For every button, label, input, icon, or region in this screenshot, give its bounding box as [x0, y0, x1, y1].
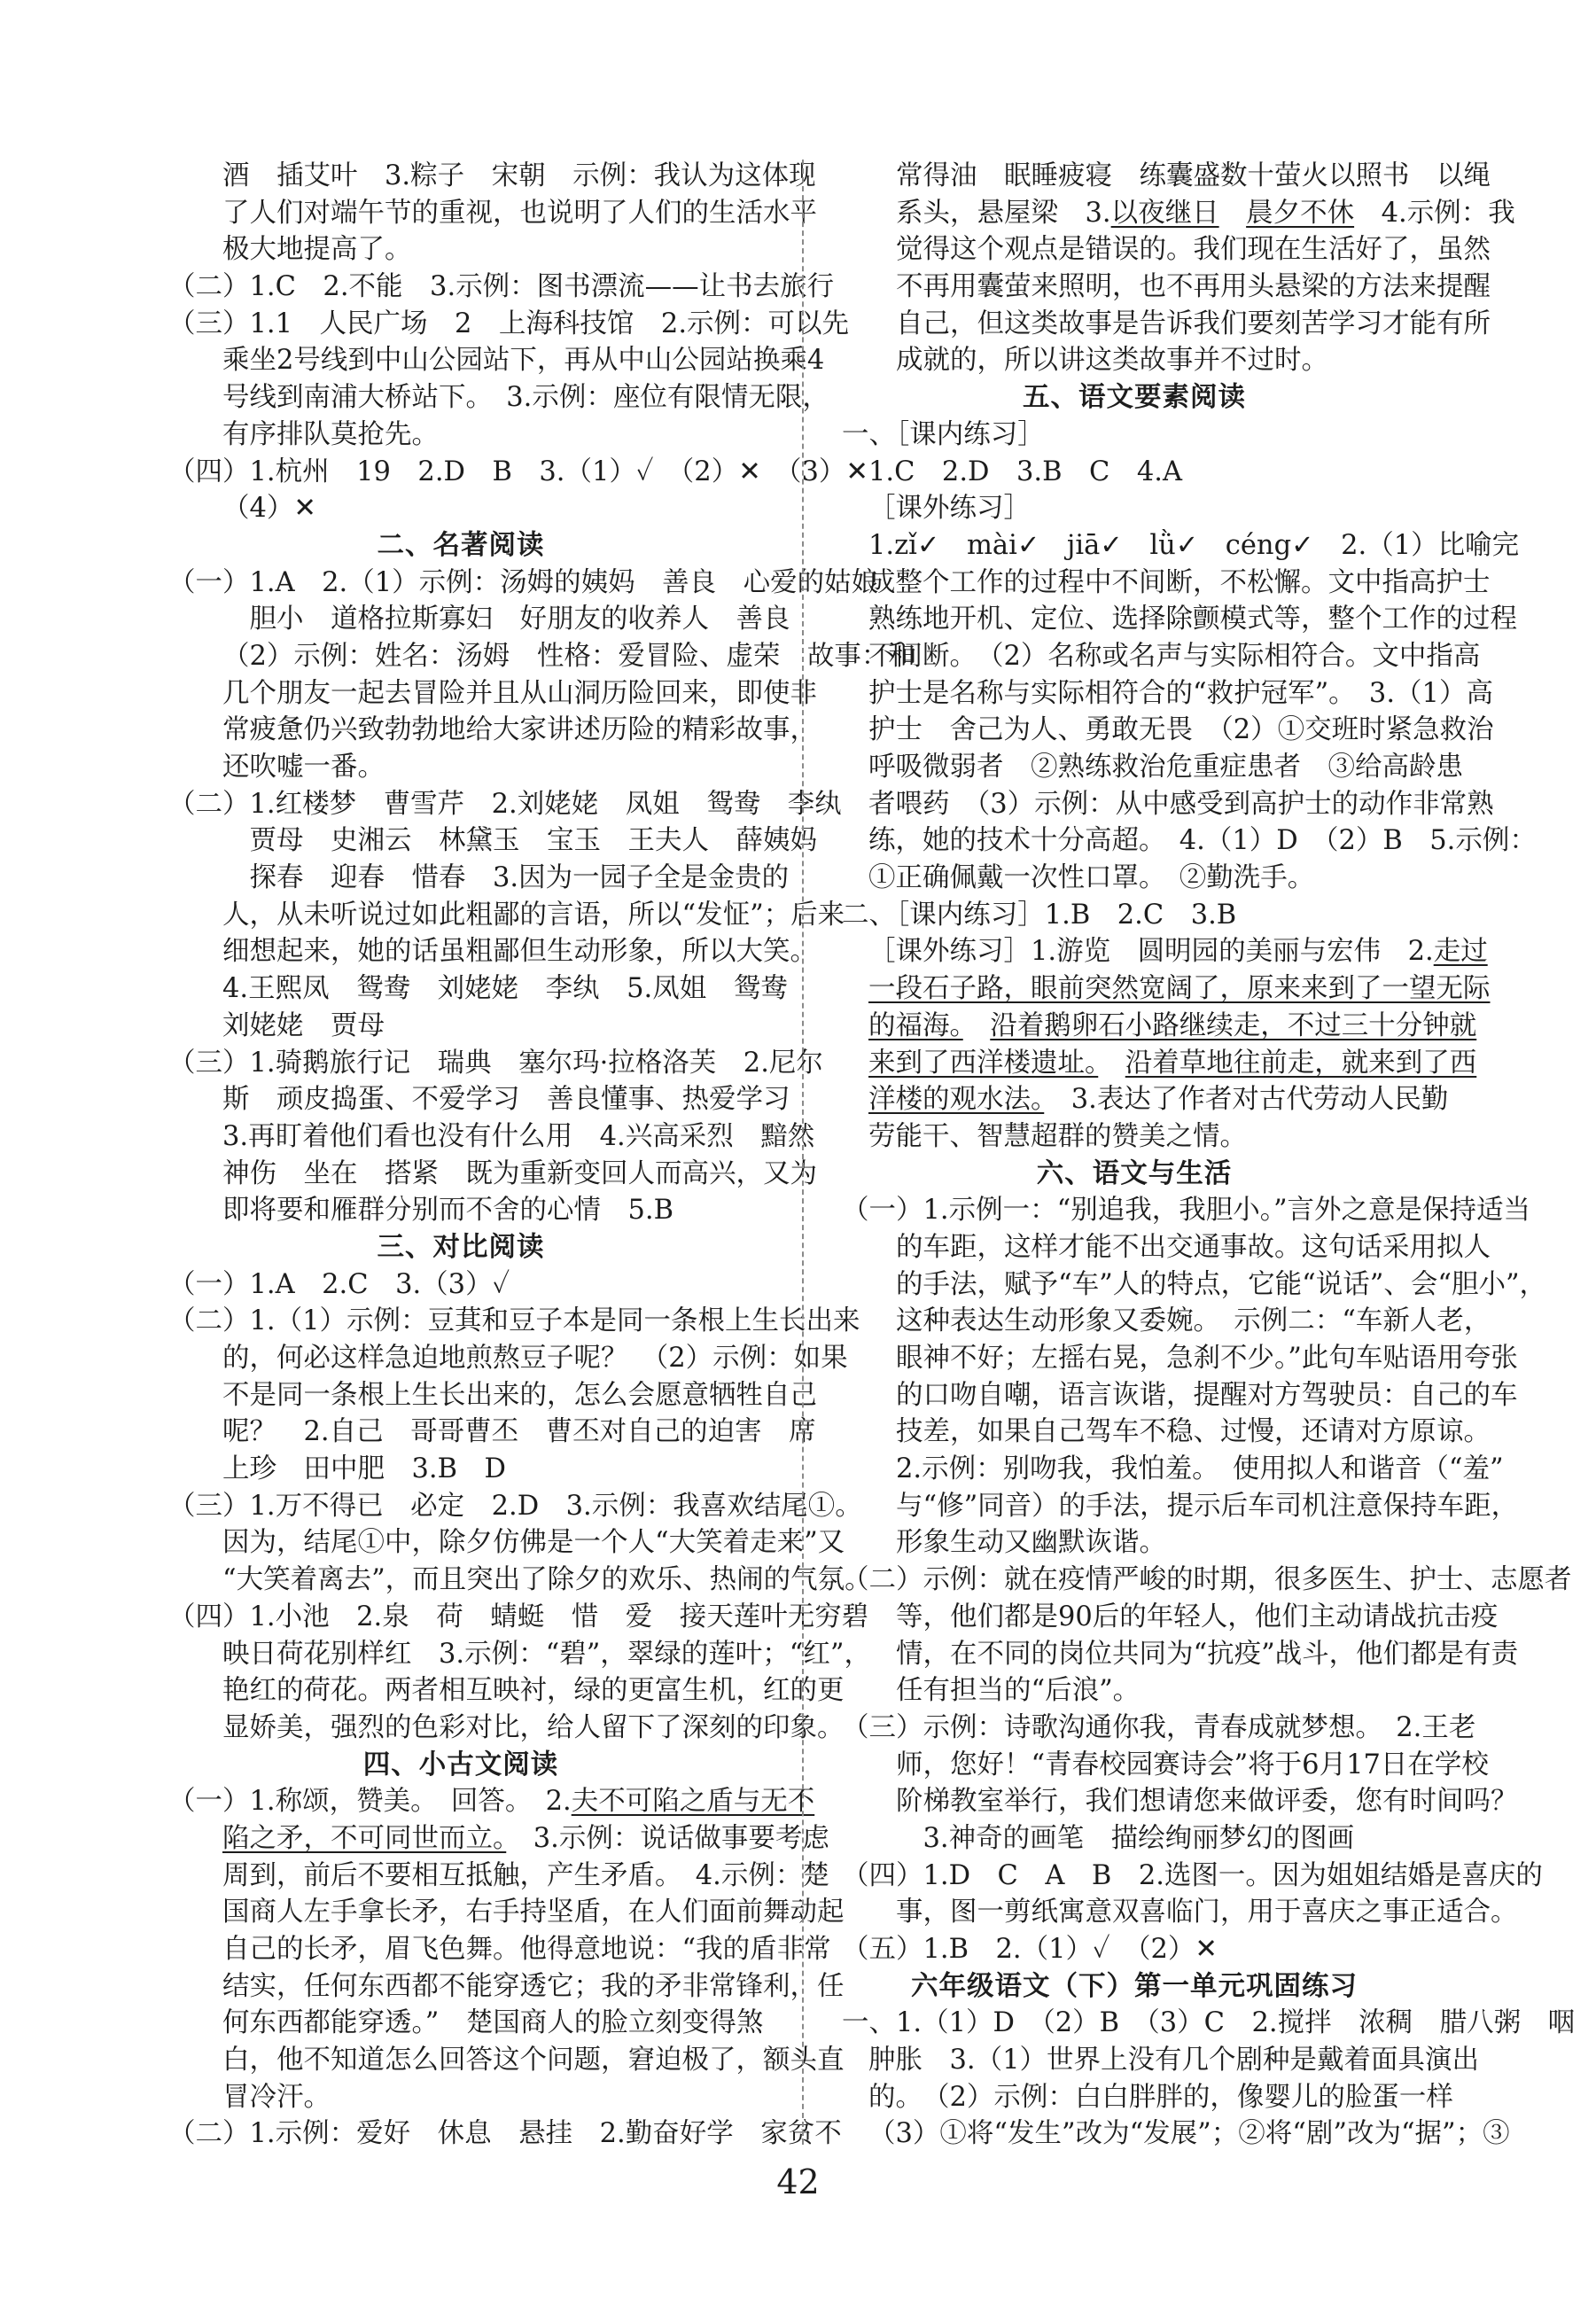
line-text: 的口吻自嘲，语言诙谐，提醒对方驾驶员：自己的车 — [896, 1379, 1518, 1411]
answer-line — [168, 1156, 817, 1193]
answer-line — [168, 2042, 845, 2079]
underlined-answer: 的福海。 — [868, 1009, 963, 1041]
answer-line — [842, 1414, 1491, 1451]
line-text: 劳能干、智慧超群的赞美之情。 — [868, 1120, 1247, 1152]
underlined-answer: 一段石子路，眼前突然宽阔了，原来来到了一望无际 — [868, 973, 1491, 1005]
line-text: 眼神不好；左摇右晃，急刹不少。”此句车贴语用夸张 — [896, 1343, 1518, 1374]
answer-line — [168, 195, 817, 232]
underlined-answer: 沿着鹅卵石小路继续走，不过三十分钟就 — [990, 1009, 1477, 1041]
answer-line — [168, 1968, 845, 2006]
line-text: 练，她的技术十分高超。 4.（1）D （2）B 5.示例： — [868, 825, 1537, 857]
answer-line — [842, 786, 1494, 823]
answer-line — [842, 1820, 1427, 1858]
line-text: 周到，前后不要相互抵触，产生矛盾。 4.示例：楚 — [222, 1859, 829, 1891]
answer-line — [168, 1081, 790, 1118]
line-text: 事，图一剪纸寓意双喜临门，用于喜庆之事正适合。 — [896, 1897, 1518, 1928]
answer-line — [168, 1599, 869, 1636]
line-text: （4）✕ — [222, 493, 316, 525]
line-text: 刘姥姥 贾母 — [222, 1009, 385, 1041]
answer-line — [842, 2042, 1480, 2079]
answer-line — [842, 675, 1493, 713]
answer-line — [168, 231, 753, 269]
answer-line — [168, 1377, 817, 1414]
line-text: 技差，如果自己驾车不稳、过慢，还请对方原谅。 — [896, 1416, 1491, 1448]
answer-line — [168, 1303, 860, 1340]
line-text: 形象生动又幽默诙谐。 — [896, 1527, 1166, 1559]
answer-line — [842, 2005, 1576, 2042]
line-text: 映日荷花别样红 3.示例：“碧”，翠绿的莲叶；“红”， — [222, 1638, 871, 1670]
line-text: 这种表达生动形象又委婉。 示例二：“车新人老， — [896, 1305, 1491, 1337]
line-text: 肿胀 3.（1）世界上没有几个剧种是戴着面具演出 — [868, 2045, 1480, 2076]
line-text: 细想起来，她的话虽粗鄙但生动形象，所以大笑。 — [222, 936, 817, 968]
underlined-answer: 走过 — [1433, 936, 1488, 968]
answer-line — [168, 1488, 862, 1525]
line-text: 的手法，赋予“车”人的特点，它能“说话”、会“胆小”， — [896, 1268, 1547, 1300]
answer-line — [168, 675, 817, 713]
answer-line — [168, 1672, 845, 1710]
answer-line — [168, 933, 817, 970]
line-text: 护士是名称与实际相符合的“救护冠军”。 3.（1）高 — [868, 677, 1493, 709]
line-text: 几个朋友一起去冒险并且从山洞历险回来，即使非 — [222, 677, 817, 709]
answer-line — [842, 527, 1520, 565]
line-text: （四）1.小池 2.泉 荷 蜻蜓 惜 爱 接天莲叶无穷碧 — [168, 1601, 869, 1632]
answer-line — [842, 1599, 1499, 1636]
line-text — [963, 1010, 991, 1041]
line-text: 3.再盯着他们看也没有什么用 4.兴高采烈 黯然 — [222, 1120, 815, 1152]
line-text: （三）1.骑鹅旅行记 瑞典 塞尔玛·拉格洛芙 2.尼尔 — [168, 1047, 823, 1079]
line-text: 结实，任何东西都不能穿透它；我的矛非常锋利，任 — [222, 1970, 845, 2002]
line-text: 呢？ 2.自己 哥哥曹丕 曹丕对自己的迫害 席 — [222, 1416, 816, 1448]
answer-line — [842, 454, 1427, 491]
line-text: 熟练地开机、定位、选择除颤模式等，整个工作的过程 — [868, 604, 1517, 635]
answer-line — [842, 2115, 1510, 2153]
answer-line — [168, 1414, 816, 1451]
answer-line — [842, 897, 1427, 934]
right-column — [842, 158, 1576, 2153]
line-text: 乘坐2号线到中山公园站下，再从中山公园站换乘4 — [222, 345, 825, 377]
line-text: 神伤 坐在 搭紧 既为重新变回人而高兴，又为 — [222, 1157, 817, 1189]
answer-line — [842, 1858, 1543, 1895]
line-text: 人，从未听说过如此粗鄙的言语，所以“发怔”；后来 — [222, 899, 845, 931]
answer-line — [168, 786, 842, 823]
answer-line — [842, 638, 1481, 675]
line-text: （二）示例：就在疫情严峻的时期，很多医生、护士、志愿者 — [842, 1564, 1572, 1596]
underlined-answer: 沿着草地往前走，就来到了西 — [1125, 1047, 1477, 1079]
line-text: 3.表达了作者对古代劳动人民勤 — [1044, 1084, 1449, 1116]
answer-line — [842, 1451, 1504, 1488]
answer-line — [168, 1045, 823, 1082]
answer-line — [168, 1783, 815, 1820]
line-text: 二、名著阅读 — [377, 529, 545, 561]
answer-line — [168, 1192, 753, 1229]
underlined-answer: 以夜继日 — [1110, 197, 1219, 229]
answer-line — [842, 1931, 1427, 1968]
line-text: （一）1.A 2.（1）示例：汤姆的姨妈 善良 心爱的姑娘 — [168, 566, 879, 598]
line-text: （二）1.红楼梦 曹雪芹 2.刘姥姥 凤姐 鸳鸯 李纨 — [168, 788, 842, 820]
answer-line — [842, 1118, 1427, 1156]
answer-line — [842, 1266, 1547, 1304]
answer-line — [842, 269, 1491, 306]
answer-line — [842, 1340, 1518, 1377]
answer-line — [842, 822, 1537, 860]
line-text: 等，他们都是90后的年轻人，他们主动请战抗击疫 — [896, 1601, 1499, 1632]
line-text: （二）1.（1）示例：豆萁和豆子本是同一条根上生长出来 — [168, 1305, 860, 1337]
answer-line — [842, 712, 1494, 749]
line-text: 一、1.（1）D （2）B （3）C 2.搅拌 浓稠 腊八粥 咽 — [842, 2007, 1576, 2039]
underlined-answer: 夫不可陷之盾与无不 — [571, 1786, 815, 1818]
line-text: 了人们对端午节的重视，也说明了人们的生活水平 — [222, 197, 817, 229]
line-text: 系头，悬屋梁 3. — [896, 197, 1111, 229]
answer-line — [842, 1192, 1531, 1229]
answer-line — [842, 417, 1427, 454]
line-text: 六年级语文（下）第一单元巩固练习 — [911, 1970, 1358, 2002]
line-text: 二、［课内练习］1.B 2.C 3.B — [842, 899, 1237, 931]
line-text: 4.示例：我 — [1354, 197, 1515, 229]
line-text: 国商人左手拿长矛，右手持坚盾，在人们面前舞动起 — [222, 1897, 845, 1928]
line-text: ①正确佩戴一次性口罩。 ②勤洗手。 — [868, 862, 1315, 894]
line-text: （一）1.示例一：“别追我，我胆小。”言外之意是保持适当 — [842, 1195, 1531, 1227]
line-text: （二）1.C 2.不能 3.示例：图书漂流——让书去旅行 — [168, 271, 835, 303]
line-text: （三）1.1 人民广场 2 上海科技馆 2.示例：可以先 — [168, 308, 850, 339]
line-text: 1.zǐ✓ mài✓ jiā✓ lǜ✓ céng✓ 2.（1）比喻完 — [868, 529, 1520, 561]
answer-line — [168, 2115, 842, 2153]
line-text: 艳红的荷花。两者相互映衬，绿的更富生机，红的更 — [222, 1675, 845, 1707]
answer-line — [842, 1045, 1477, 1082]
answer-line — [168, 897, 845, 934]
answer-line — [168, 342, 825, 379]
line-text: （五）1.B 2.（1）✓ （2）✕ — [842, 1934, 1218, 1965]
section-heading — [168, 527, 753, 565]
line-text: 2.示例：别吻我，我怕羞。 使用拟人和谐音（“羞” — [896, 1453, 1504, 1485]
answer-line — [168, 822, 817, 860]
line-text: 自己的长矛，眉飞色舞。他得意地说：“我的盾非常 — [222, 1934, 831, 1965]
line-text: 的车距，这样才能不出交通事故。这句话采用拟人 — [896, 1231, 1491, 1263]
answer-line — [168, 1008, 753, 1045]
underlined-answer: 陷之矛，不可同世而立。 — [222, 1822, 507, 1854]
answer-line — [168, 379, 829, 417]
section-heading — [842, 1968, 1427, 2006]
answer-line — [168, 1820, 829, 1858]
answer-line — [842, 1672, 1427, 1710]
answer-line — [842, 933, 1488, 970]
answer-line — [168, 970, 788, 1008]
line-text: 五、语文要素阅读 — [1023, 382, 1246, 414]
underlined-answer: 洋楼的观水法。 — [868, 1084, 1045, 1116]
answer-line — [842, 1488, 1519, 1525]
line-text: 冒冷汗。 — [222, 2081, 331, 2113]
answer-line — [168, 1524, 845, 1562]
answer-line — [168, 565, 879, 602]
line-text: （三）1.万不得已 必定 2.D 3.示例：我喜欢结尾①。 — [168, 1490, 862, 1522]
answer-line — [842, 1636, 1519, 1673]
answer-line — [842, 1377, 1518, 1414]
line-text: 三、对比阅读 — [377, 1231, 545, 1263]
line-text: 情，在不同的岗位共同为“抗疫”战斗，他们都是有责 — [896, 1638, 1519, 1670]
underlined-answer: 来到了西洋楼遗址。 — [868, 1047, 1099, 1079]
line-text: 显娇美，强烈的色彩对比，给人留下了深刻的印象。 — [222, 1711, 845, 1743]
line-text: （三）示例：诗歌沟通你我，青春成就梦想。 2.王老 — [842, 1711, 1476, 1743]
line-text: 不间断。 （2）名称或名声与实际相符合。文中指高 — [868, 640, 1481, 672]
answer-line — [168, 601, 790, 638]
line-text: （2）示例：姓名：汤姆 性格：爱冒险、虚荣 故事：和 — [222, 640, 915, 672]
answer-line — [168, 749, 753, 786]
answer-line — [842, 1783, 1518, 1820]
line-text: （一）1.A 2.C 3.（3）✓ — [168, 1268, 510, 1300]
answer-line — [168, 860, 790, 897]
line-text: 一、［课内练习］ — [842, 418, 1045, 450]
line-text — [1098, 1048, 1125, 1079]
answer-line — [842, 601, 1517, 638]
line-text: 白，他不知道怎么回答这个问题，窘迫极了，额头直 — [222, 2045, 845, 2076]
line-text: ［课外练习］ — [868, 493, 1031, 525]
line-text: 阶梯教室举行，我们想请您来做评委，您有时间吗？ — [896, 1786, 1518, 1818]
line-text: 贾母 史湘云 林黛玉 宝玉 王夫人 薛姨妈 — [222, 825, 817, 857]
line-text: 的。 （2）示例：白白胖胖的，像婴儿的脸蛋一样 — [868, 2081, 1453, 2113]
answer-line — [168, 1636, 871, 1673]
line-text: 即将要和雁群分别而不舍的心情 5.B — [222, 1195, 674, 1227]
answer-line — [842, 1562, 1572, 1599]
answer-line — [168, 306, 850, 343]
line-text: 常疲惫仍兴致勃勃地给大家讲述历险的精彩故事， — [222, 714, 817, 746]
answer-line — [168, 1118, 815, 1156]
line-text: 因为，结尾①中，除夕仿佛是一个人“大笑着走来”又 — [222, 1527, 845, 1559]
answer-line — [168, 638, 915, 675]
answer-line — [168, 454, 868, 491]
answer-line — [842, 490, 1427, 527]
section-heading — [842, 1156, 1427, 1193]
answer-line — [842, 1524, 1427, 1562]
line-text — [1219, 198, 1247, 229]
line-text: 呼吸微弱者 ②熟练救治危重症患者 ③给高龄患 — [868, 752, 1463, 783]
answer-line — [168, 1931, 831, 1968]
line-text: 4.王熙凤 鸳鸯 刘姥姥 李纨 5.凤姐 鸳鸯 — [222, 973, 788, 1005]
answer-line — [168, 1451, 753, 1488]
answer-line — [168, 1562, 872, 1599]
line-text: 探春 迎春 惜春 3.因为一园子全是金贵的 — [222, 862, 790, 894]
column-divider — [802, 160, 804, 2145]
answer-line — [168, 490, 753, 527]
answer-line — [168, 1340, 848, 1377]
line-text: 者喂药 （3）示例：从中感受到高护士的动作非常熟 — [868, 788, 1494, 820]
section-heading — [168, 1747, 753, 1784]
line-text: 任有担当的“后浪”。 — [896, 1675, 1141, 1707]
line-text: 胆小 道格拉斯寡妇 好朋友的收养人 善良 — [222, 604, 790, 635]
answer-line — [842, 860, 1427, 897]
answer-line — [842, 565, 1491, 602]
line-text: 四、小古文阅读 — [362, 1749, 559, 1780]
line-text: 不再用囊萤来照明，也不再用头悬梁的方法来提醒 — [896, 271, 1491, 303]
answer-line — [842, 1303, 1491, 1340]
line-text: 成整个工作的过程中不间断，不松懈。文中指高护士 — [868, 566, 1491, 598]
answer-line — [168, 1710, 845, 1747]
answer-line — [168, 1858, 829, 1895]
answer-line — [168, 2079, 753, 2116]
line-text: 有序排队莫抢先。 — [222, 418, 439, 450]
answer-line — [842, 1008, 1477, 1045]
answer-line — [842, 1710, 1476, 1747]
line-text: 与“修”同音）的手法，提示后车司机注意保持车距， — [896, 1490, 1519, 1522]
section-heading — [168, 1229, 753, 1266]
line-text: 酒 插艾叶 3.粽子 宋朝 示例：我认为这体现 — [222, 160, 816, 191]
line-text: “大笑着离去”，而且突出了除夕的欢乐、热闹的气氛。 — [222, 1564, 872, 1596]
answer-line — [842, 970, 1491, 1008]
line-text: （四）1.D C A B 2.选图一。因为姐姐结婚是喜庆的 — [842, 1859, 1543, 1891]
line-text: 何东西都能穿透。” 楚国商人的脸立刻变得煞 — [222, 2007, 764, 2039]
answer-line — [842, 342, 1427, 379]
answer-line — [842, 1081, 1449, 1118]
answer-line — [842, 231, 1491, 269]
page-number: 42 — [776, 2162, 820, 2201]
line-text: 极大地提高了。 — [222, 234, 412, 266]
line-text: 不是同一条根上生长出来的，怎么会愿意牺牲自己 — [222, 1379, 817, 1411]
answer-line — [842, 1229, 1491, 1266]
line-text: 护士 舍己为人、勇敢无畏 （2）①交班时紧急救治 — [868, 714, 1494, 746]
answer-line — [842, 1747, 1489, 1784]
answer-line — [842, 2079, 1453, 2116]
answer-line — [842, 158, 1491, 195]
line-text: 六、语文与生活 — [1036, 1157, 1233, 1189]
answer-line — [168, 158, 816, 195]
answer-line — [168, 1894, 845, 1931]
left-column — [168, 158, 915, 2153]
line-text: 师，您好！“青春校园赛诗会”将于6月17日在学校 — [896, 1749, 1489, 1780]
line-text: 的，何必这样急迫地煎熬豆子呢？ （2）示例：如果 — [222, 1343, 848, 1374]
line-text: （3）①将“发生”改为“发展”；②将“剧”改为“据”；③ — [868, 2118, 1510, 2150]
line-text: （二）1.示例：爱好 休息 悬挂 2.勤奋好学 家贫不 — [168, 2118, 842, 2150]
line-text: 斯 顽皮捣蛋、不爱学习 善良懂事、热爱学习 — [222, 1084, 790, 1116]
line-text: （一）1.称颂，赞美。 回答。 2. — [168, 1786, 572, 1818]
answer-line — [168, 1266, 753, 1304]
answer-line — [168, 2005, 764, 2042]
line-text: （四）1.杭州 19 2.D B 3.（1）✓ （2）✕ （3）✕ — [168, 456, 868, 487]
line-text: 号线到南浦大桥站下。 3.示例：座位有限情无限， — [222, 382, 829, 414]
answer-line — [842, 1894, 1518, 1931]
underlined-answer: 晨夕不休 — [1246, 197, 1355, 229]
answer-line — [842, 306, 1491, 343]
line-text: 3.神奇的画笔 描绘绚丽梦幻的图画 — [896, 1822, 1355, 1854]
line-text: ［课外练习］1.游览 圆明园的美丽与宏伟 2. — [868, 936, 1434, 968]
line-text: 还吹嘘一番。 — [222, 752, 385, 783]
line-text: 成就的，所以讲这类故事并不过时。 — [896, 345, 1328, 377]
answer-line — [168, 269, 835, 306]
line-text: 常得油 眠睡疲寝 练囊盛数十萤火以照书 以绳 — [896, 160, 1491, 191]
answer-line — [168, 712, 817, 749]
line-text: 1.C 2.D 3.B C 4.A — [868, 456, 1182, 487]
answer-line — [842, 749, 1463, 786]
line-text: 上珍 田中肥 3.B D — [222, 1453, 506, 1485]
line-text: 自己，但这类故事是告诉我们要刻苦学习才能有所 — [896, 308, 1491, 339]
line-text: 3.示例：说话做事要考虑 — [506, 1822, 829, 1854]
section-heading — [842, 379, 1427, 417]
answer-line — [168, 417, 753, 454]
answer-line — [842, 195, 1515, 232]
line-text: 觉得这个观点是错误的。我们现在生活好了，虽然 — [896, 234, 1491, 266]
